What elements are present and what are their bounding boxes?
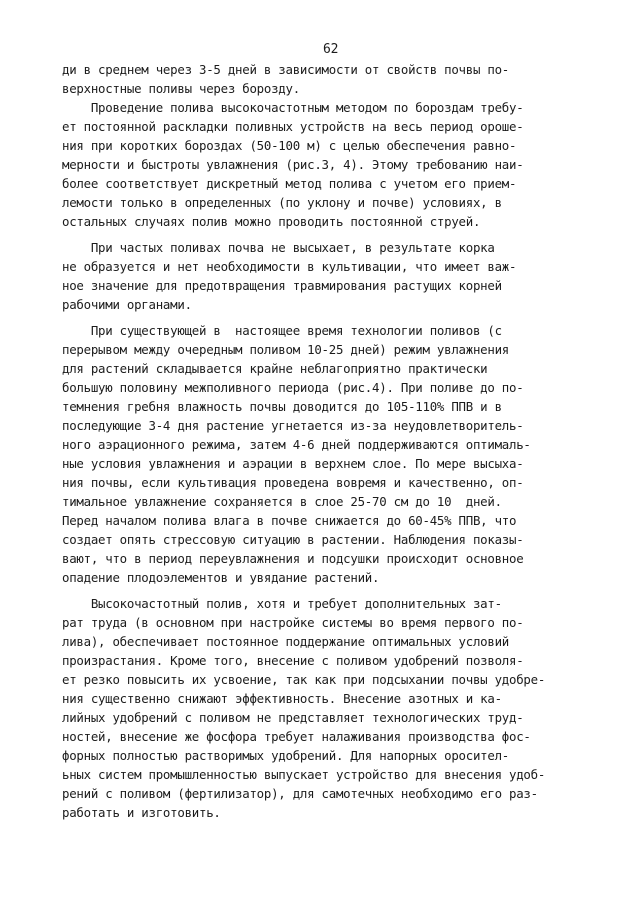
text-line: для растений складывается крайне неблагоприятно практически <box>62 361 488 376</box>
text-line: тимальное увлажнение сохраняется в слое 25-70 см до 10 дней. <box>62 494 502 509</box>
text-line: лемости только в определенных (по уклону и почве) условиях, в <box>62 195 502 210</box>
text-line: ди в среднем через 3-5 дней в зависимости от свойств почвы по- <box>62 62 510 77</box>
text-line: ьных систем промышленностью выпускает устройство для внесения удоб- <box>62 767 546 782</box>
text-line: Высокочастотный полив, хотя и требует дополнительных зат- <box>62 596 502 611</box>
text-line: Проведение полива высокочастотным методом по бороздам требу- <box>62 100 524 115</box>
text-line: перерывом между очередным поливом 10-25 дней) режим увлажнения <box>62 342 510 357</box>
text-line: более соответствует дискретный метод полива с учетом его прием- <box>62 176 517 191</box>
text-line: ное значение для предотвращения травмирования растущих корней <box>62 278 502 293</box>
text-line: темнения гребня влажность почвы доводится до 105-110% ППВ и в <box>62 399 502 414</box>
text-line: последующие 3-4 дня растение угнетается из-за неудовлетворитель- <box>62 418 524 433</box>
text-line: ния существенно снижают эффективность. Внесение азотных и ка- <box>62 691 502 706</box>
text-line: ния почвы, если культивация проведена вовремя и качественно, оп- <box>62 475 524 490</box>
text-line: Перед началом полива влага в почве снижается до 60-45% ППВ, что <box>62 513 517 528</box>
text-line: большую половину межполивного периода (рис.4). При поливе до по- <box>62 380 524 395</box>
text-line: ные условия увлажнения и аэрации в верхнем слое. По мере высыха- <box>62 456 524 471</box>
text-line: ния при коротких бороздах (50-100 м) с целью обеспечения равно- <box>62 138 517 153</box>
text-line: произрастания. Кроме того, внесение с поливом удобрений позволя- <box>62 653 524 668</box>
text-line: опадение плодоэлементов и увядание растений. <box>62 570 380 585</box>
text-line: мерности и быстроты увлажнения (рис.3, 4). Этому требованию наи- <box>62 157 524 172</box>
text-line: работать и изготовить. <box>62 805 221 820</box>
text-line: верхностные поливы через борозду. <box>62 81 300 96</box>
text-line: рабочими органами. <box>62 297 192 312</box>
text-line: При существующей в настоящее время технологии поливов (с <box>62 323 502 338</box>
text-line: создает опять стрессовую ситуацию в растении. Наблюдения показы- <box>62 532 524 547</box>
text-line: лива), обеспечивает постоянное поддержание оптимальных условий <box>62 634 510 649</box>
text-line: рений с поливом (фертилизатор), для самотечных необходимо его раз- <box>62 786 538 801</box>
page-number: 62 <box>323 42 339 57</box>
text-line: форных полностью растворимых удобрений. Для напорных оросител- <box>62 748 510 763</box>
text-line: При частых поливах почва не высыхает, в результате корка <box>62 240 495 255</box>
text-line: лийных удобрений с поливом не представляет технологических труд- <box>62 710 524 725</box>
text-line: вают, что в период переувлажнения и подсушки происходит основное <box>62 551 524 566</box>
text-line: не образуется и нет необходимости в культивации, что имеет важ- <box>62 259 517 274</box>
text-line: ностей, внесение же фосфора требует налаживания производства фос- <box>62 729 531 744</box>
text-line: ет постоянной раскладки поливных устройств на весь период ороше- <box>62 119 524 134</box>
text-line: ет резко повысить их усвоение, так как при подсыхании почвы удобре- <box>62 672 546 687</box>
text-line: остальных случаях полив можно проводить постоянной струей. <box>62 214 481 229</box>
text-line: рат труда (в основном при настройке системы во время первого по- <box>62 615 524 630</box>
text-line: ного аэрационного режима, затем 4-6 дней поддерживаются оптималь- <box>62 437 531 452</box>
